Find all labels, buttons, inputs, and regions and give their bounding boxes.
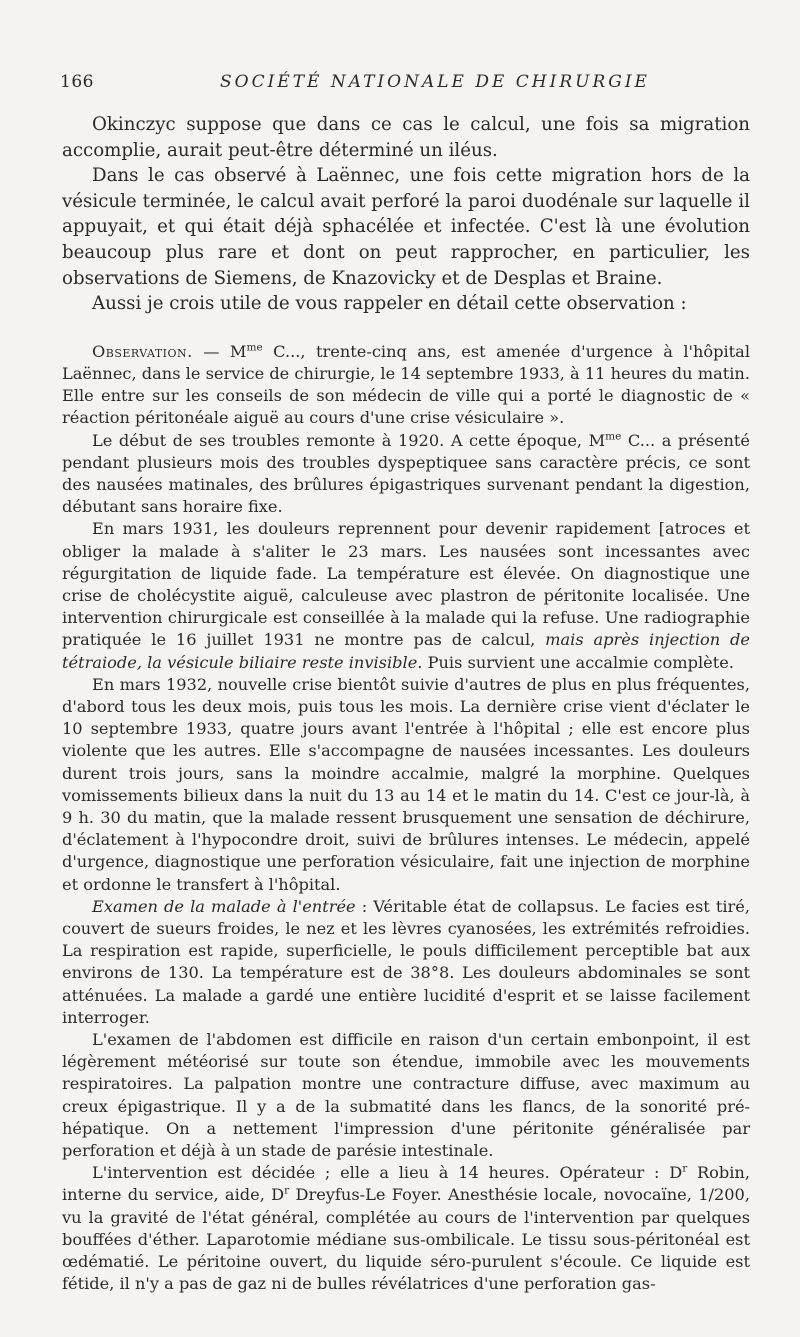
body-text	[62, 112, 750, 1295]
paragraph: En mars 1932, nouvelle crise bientôt suivie d'autres de plus en plus fréquentes, d'abord tous les deux mois, puis tous les mois. La dernière crise vient d'éclater le 10 septembre 1933, quatre jours avant l'entrée à l'hôpital ; elle est encore plus violente que les autres. Elle s'accompagne de nausées incessantes. Les douleurs durent trois jours, sans la moindre accalmie, malgré la morphine. Quelques vomissements bilieux dans la nuit du 13 au 14 et le matin du 14. C'est ce jour-là, à 9 h. 30 du matin, que la malade ressent brusquement une sensation de déchirure, d'éclatement à l'hypocondre droit, suivi de brûlures intenses. Le médecin, appelé d'urgence, diagnostique une perforation vésiculaire, fait une injection de morphine et ordonne le transfert à l'hôpital.	[62, 674, 750, 894]
page-header	[60, 72, 750, 96]
paragraph: L'examen de l'abdomen est difficile en raison d'un certain embonpoint, il est légèrement météorisé sur toute son étendue, immobile avec les mouvements respiratoires. La palpation montre une contracture diffuse, avec maximum au creux épigastrique. Il y a de la submatité dans les flancs, de la sonorité pré-hépatique. On a nettement l'impression d'une péritonite généralisée par perforation et déjà à un stade de parésie intestinale.	[62, 1030, 750, 1161]
paragraph	[62, 518, 750, 673]
observation-label: Observation.	[92, 341, 193, 361]
text-run: Dreyfus-Le Foyer. Anesthésie locale, novocaïne, 1/200, vu la gravité de l'état général, complétée au cours de l'intervention par quelques bouffées d'éther. Laparotomie médiane sus-ombilicale. Le tissu sous-péritonéal est œdématié. Le péritoine ouvert, du liquide séro-purulent s'écoule. Ce liquide est fétide, il n'y a pas de gaz ni de bulles révélatrices d'une perforation gas-	[62, 1185, 750, 1294]
paragraph	[62, 430, 750, 519]
paragraph	[62, 341, 750, 430]
text-run: Le début de ses troubles remonte à 1920. A cette époque, M	[92, 430, 606, 450]
text-run: : Véritable état de collapsus. Le facies est tiré, couvert de sueurs froides, le nez et les lèvres cyanosées, les extrémités refroidies. La respiration est rapide, superficielle, le pouls difficilement perceptible bat aux environs de 130. La température est de 38°8. Les douleurs abdominales se sont atténuées. La malade a gardé une entière lucidité d'esprit et se laisse facilement interroger.	[62, 896, 750, 1027]
text-run: C... a présenté pendant plusieurs mois des troubles dyspeptiquee sans caractère précis, ce sont des nausées matinales, des brûlures épigastriques survenant pendant la digestion, débutant sans horaire fixe.	[62, 430, 750, 517]
text-run: — M	[192, 341, 247, 361]
text-run: Puis survient une accalmie complète.	[422, 652, 734, 672]
text-run: C..., trente-cinq ans, est amenée d'urgence à l'hôpital Laënnec, dans le service de chirurgie, le 14 septembre 1933, à 11 heures du matin. Elle entre sur les conseils de son médecin de ville qui a porté le diagnostic de « réaction péritonéale aiguë au cours d'une crise vésiculaire ».	[62, 341, 750, 428]
superscript: me	[246, 341, 263, 354]
paragraph	[62, 896, 750, 1029]
text-run: L'intervention est décidée ; elle a lieu à 14 heures. Opérateur : D	[92, 1163, 683, 1183]
paragraph: Aussi je crois utile de vous rappeler en détail cette observation :	[92, 293, 687, 315]
superscript: me	[605, 430, 622, 443]
paragraph: Dans le cas observé à Laënnec, une fois cette migration hors de la vésicule terminée, le calcul avait perforé la paroi duodénale sur laquelle il appuyait, et qui était déjà sphacélée et infectée. C'est là une évolution beaucoup plus rare et dont on peut rapprocher, en particulier, les observations de Siemens, de Knazovicky et de Desplas et Braine.	[62, 165, 750, 289]
text-run: Robin, interne du service, aide, D	[62, 1163, 750, 1205]
italic-run: Examen de la malade à l'entrée	[92, 896, 356, 916]
italic-run: mais après injection de tétraiode, la vésicule biliaire reste invisible.	[62, 630, 750, 672]
paragraph: Okinczyc suppose que dans ce cas le calcul, une fois sa migration accomplie, aurait peut-être déterminé un iléus.	[62, 114, 750, 161]
page-number: 166	[60, 72, 94, 92]
superscript: r	[284, 1185, 290, 1198]
text-run: En mars 1931, les douleurs reprennent pour devenir rapidement [atroces et obliger la malade à s'aliter le 23 mars. Les nausées sont incessantes avec régurgitation de liquide fade. La température est élevée. On diagnostique une crise de cholécystite aiguë, calculeuse avec plastron de péritonite localisée. Une intervention chirurgicale est conseillée à la malade qui la refuse. Une radiographie pratiquée le 16 juillet 1931 ne montre pas de calcul,	[62, 519, 750, 650]
superscript: r	[682, 1162, 688, 1175]
observation-section	[62, 341, 750, 1296]
running-title: SOCIÉTÉ NATIONALE DE CHIRURGIE	[220, 72, 650, 92]
paragraph	[62, 1162, 750, 1295]
intro-section	[62, 112, 750, 317]
